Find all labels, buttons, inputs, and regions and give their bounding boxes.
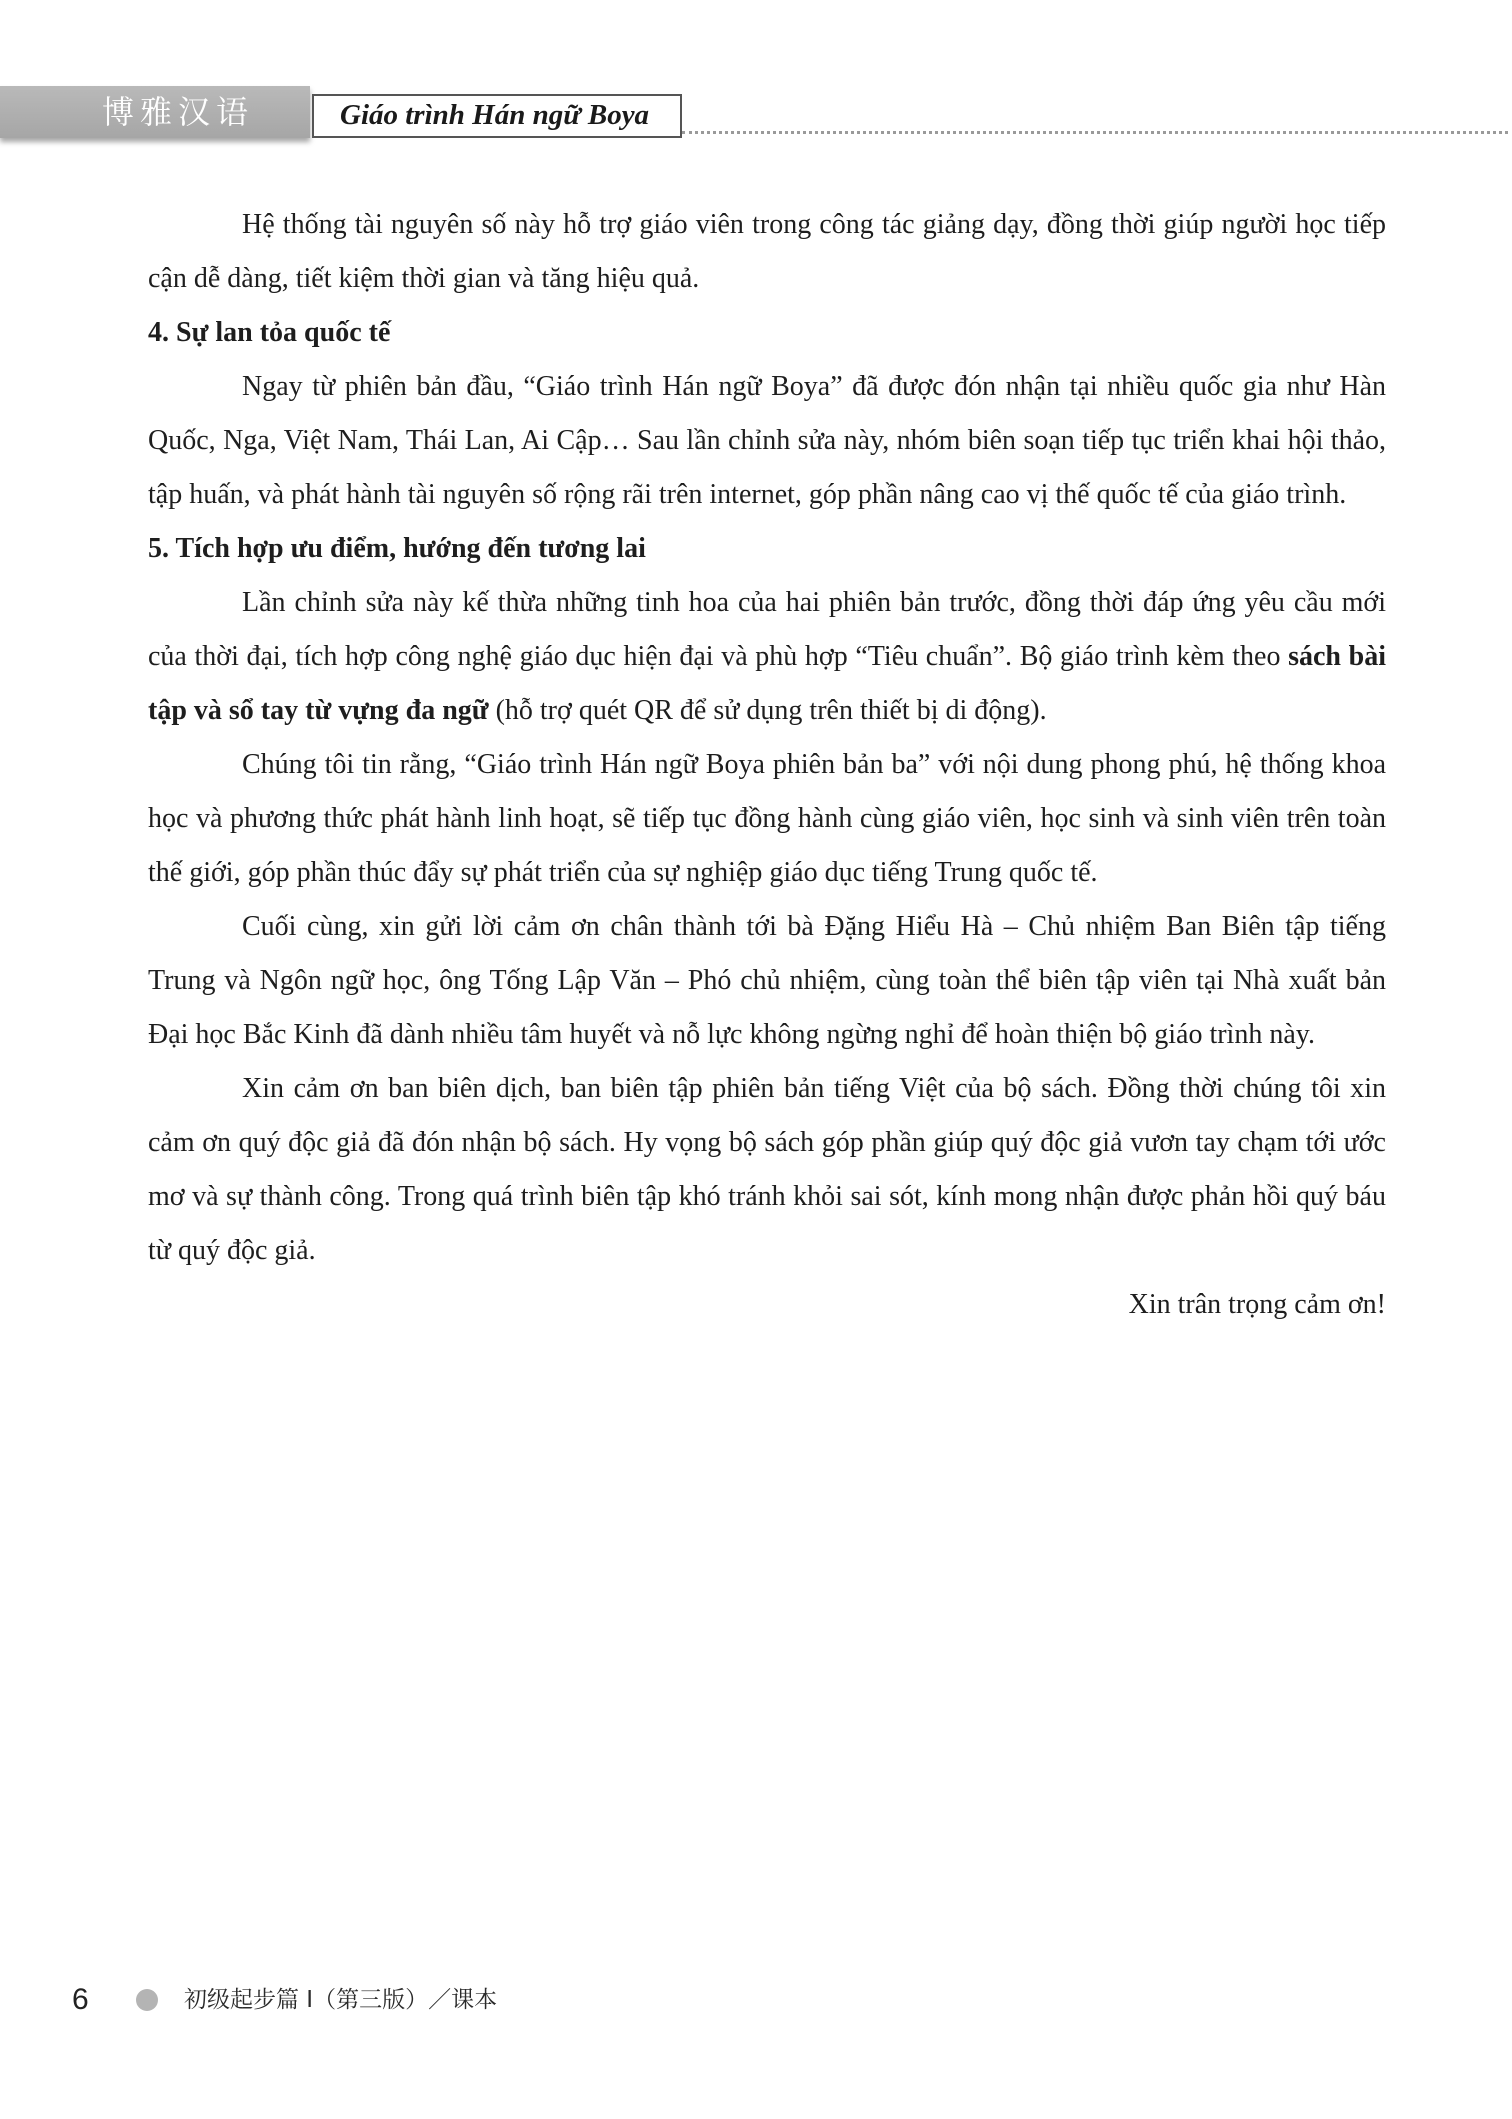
page-content bbox=[148, 198, 1386, 1332]
footer-book-title: 初级起步篇 I（第三版）／课本 bbox=[184, 1987, 498, 2013]
paragraph-text: (hỗ trợ quét QR để sử dụng trên thiết bị di động). bbox=[488, 695, 1047, 726]
paragraph: Xin cảm ơn ban biên dịch, ban biên tập phiên bản tiếng Việt của bộ sách. Đồng thời chúng tôi xin cảm ơn quý độc giả đã đón nhận bộ sách. Hy vọng bộ sách góp phần giúp quý độc giả vươn tay chạm tới ước mơ và sự thành công. Trong quá trình biên tập khó tránh khỏi sai sót, kính mong nhận được phản hồi quý báu từ quý độc giả. bbox=[148, 1073, 1386, 1266]
paragraph: Chúng tôi tin rằng, “Giáo trình Hán ngữ Boya phiên bản ba” với nội dung phong phú, hệ thống khoa học và phương thức phát hành linh hoạt, sẽ tiếp tục đồng hành cùng giáo viên, học sinh và sinh viên trên toàn thế giới, góp phần thúc đẩy sự phát triển của sự nghiệp giáo dục tiếng Trung quốc tế. bbox=[148, 749, 1386, 888]
bullet-dot-icon bbox=[136, 1989, 158, 2011]
paragraph: Ngay từ phiên bản đầu, “Giáo trình Hán ngữ Boya” đã được đón nhận tại nhiều quốc gia như Hàn Quốc, Nga, Việt Nam, Thái Lan, Ai Cập… Sau lần chỉnh sửa này, nhóm biên soạn tiếp tục triển khai hội thảo, tập huấn, và phát hành tài nguyên số rộng rãi trên internet, góp phần nâng cao vị thế quốc tế của giáo trình. bbox=[148, 371, 1386, 510]
closing-line: Xin trân trọng cảm ơn! bbox=[1128, 1289, 1386, 1320]
paragraph: Cuối cùng, xin gửi lời cảm ơn chân thành tới bà Đặng Hiểu Hà – Chủ nhiệm Ban Biên tập tiếng Trung và Ngôn ngữ học, ông Tống Lập Văn – Phó chủ nhiệm, cùng toàn thể biên tập viên tại Nhà xuất bản Đại học Bắc Kinh đã dành nhiều tâm huyết và nỗ lực không ngừng nghỉ để hoàn thiện bộ giáo trình này. bbox=[148, 911, 1386, 1050]
paragraph bbox=[148, 576, 1386, 738]
bold-phrase: sách bài tập và sổ tay từ vựng đa ngữ bbox=[148, 641, 1387, 726]
section-heading-4: 4. Sự lan tỏa quốc tế bbox=[148, 317, 391, 348]
page-number: 6 bbox=[72, 1983, 89, 2016]
header-dotted-rule bbox=[682, 131, 1508, 134]
paragraph-text: Lần chỉnh sửa này kế thừa những tinh hoa của hai phiên bản trước, đồng thời đáp ứng yêu cầu mới của thời đại, tích hợp công nghệ giáo dục hiện đại và phù hợp “Tiêu chuẩn”. Bộ giáo trình kèm theo bbox=[148, 587, 1386, 672]
section-heading-5: 5. Tích hợp ưu điểm, hướng đến tương lai bbox=[148, 533, 646, 564]
paragraph: Hệ thống tài nguyên số này hỗ trợ giáo viên trong công tác giảng dạy, đồng thời giúp người học tiếp cận dễ dàng, tiết kiệm thời gian và tăng hiệu quả. bbox=[148, 209, 1386, 294]
book-title: Giáo trình Hán ngữ Boya bbox=[340, 99, 650, 131]
series-name: 博雅汉语 bbox=[102, 93, 255, 131]
